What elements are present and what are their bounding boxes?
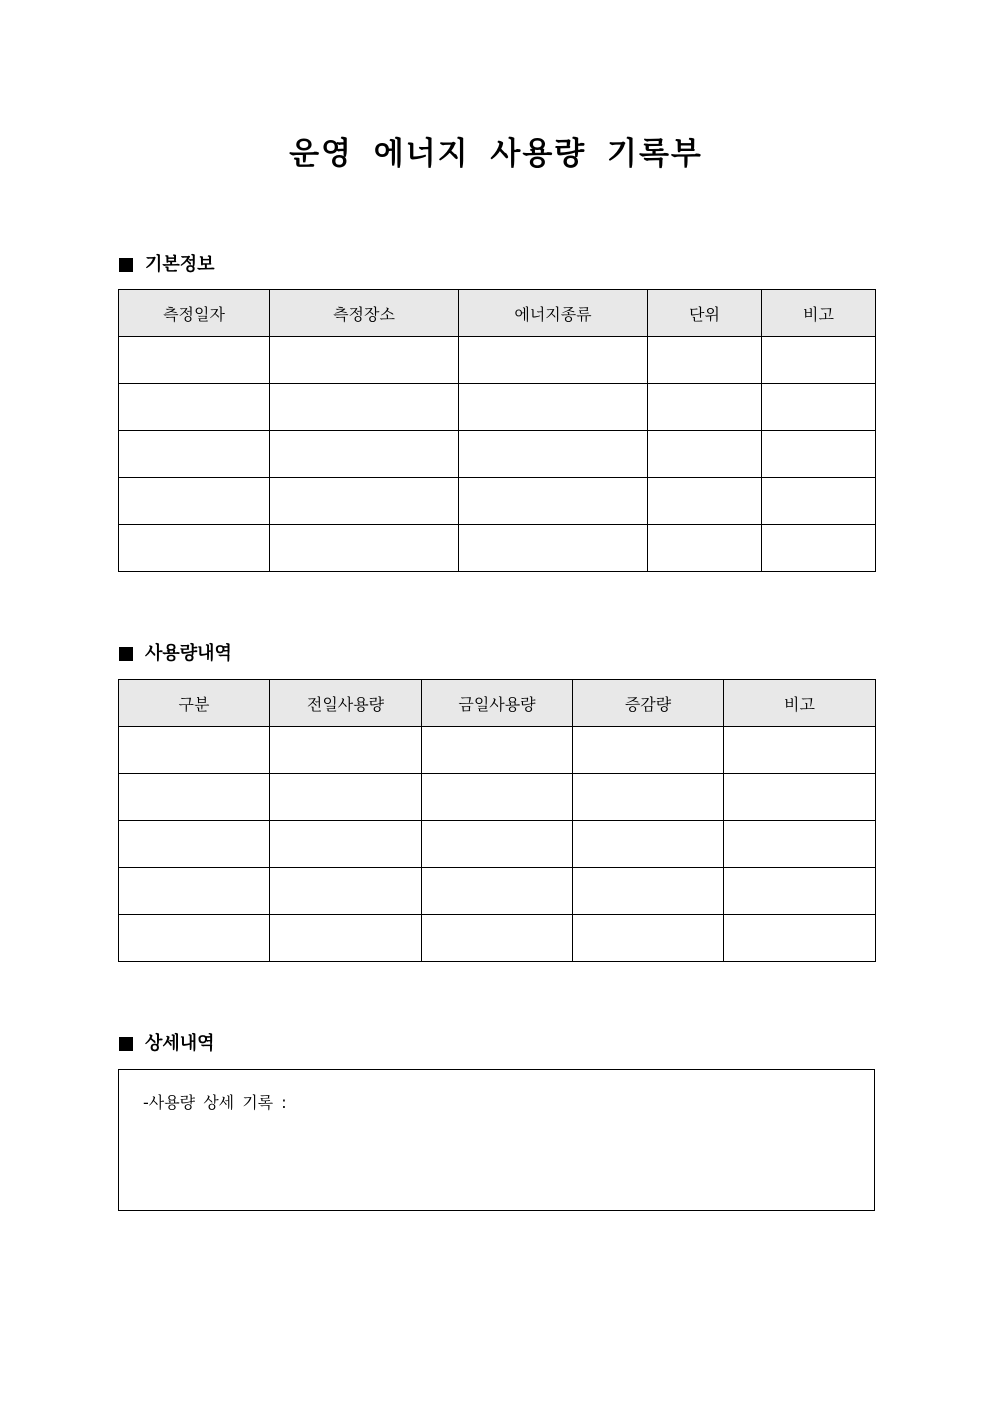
table-cell[interactable]: [762, 337, 876, 384]
table-cell[interactable]: [648, 525, 762, 572]
table-cell[interactable]: [119, 727, 270, 774]
column-header: 비고: [762, 290, 876, 337]
column-header: 전일사용량: [270, 680, 422, 727]
square-bullet-icon: [119, 647, 133, 661]
table-cell[interactable]: [270, 478, 459, 525]
section-heading-usage: [119, 642, 232, 666]
table-cell[interactable]: [459, 525, 648, 572]
table-cell[interactable]: [573, 915, 724, 962]
table-cell[interactable]: [422, 727, 573, 774]
table-row: [119, 337, 876, 384]
column-header: 금일사용량: [422, 680, 573, 727]
table-cell[interactable]: [573, 821, 724, 868]
table-header-row: [119, 290, 876, 337]
column-header: 구분: [119, 680, 270, 727]
table-cell[interactable]: [119, 868, 270, 915]
table-row: [119, 821, 876, 868]
table-cell[interactable]: [762, 431, 876, 478]
table-cell[interactable]: [762, 384, 876, 431]
table-cell[interactable]: [270, 431, 459, 478]
table-cell[interactable]: [648, 478, 762, 525]
table-cell[interactable]: [119, 525, 270, 572]
table-cell[interactable]: [648, 431, 762, 478]
table-row: [119, 525, 876, 572]
section-heading-basic: [119, 253, 215, 277]
table-cell[interactable]: [270, 727, 422, 774]
section-heading-usage-label: 사용량내역: [145, 643, 232, 664]
table-row: [119, 915, 876, 962]
detail-record-label: -사용량 상세 기록 :: [143, 1093, 287, 1112]
table-cell[interactable]: [648, 384, 762, 431]
usage-table: [118, 679, 876, 962]
table-cell[interactable]: [459, 337, 648, 384]
table-cell[interactable]: [724, 774, 876, 821]
table-cell[interactable]: [422, 821, 573, 868]
table-row: [119, 478, 876, 525]
table-cell[interactable]: [119, 915, 270, 962]
table-cell[interactable]: [422, 868, 573, 915]
table-row: [119, 384, 876, 431]
table-cell[interactable]: [724, 915, 876, 962]
square-bullet-icon: [119, 258, 133, 272]
table-cell[interactable]: [119, 478, 270, 525]
table-cell[interactable]: [573, 727, 724, 774]
column-header: 단위: [648, 290, 762, 337]
document-title: 운영 에너지 사용량 기록부: [289, 136, 703, 172]
table-cell[interactable]: [270, 384, 459, 431]
column-header: 측정장소: [270, 290, 459, 337]
section-heading-detail-label: 상세내역: [145, 1033, 215, 1054]
table-cell[interactable]: [573, 774, 724, 821]
table-cell[interactable]: [762, 478, 876, 525]
table-cell[interactable]: [270, 868, 422, 915]
section-heading-detail: [119, 1032, 215, 1056]
table-cell[interactable]: [648, 337, 762, 384]
table-cell[interactable]: [762, 525, 876, 572]
table-cell[interactable]: [270, 525, 459, 572]
table-cell[interactable]: [119, 337, 270, 384]
table-cell[interactable]: [119, 384, 270, 431]
column-header: 비고: [724, 680, 876, 727]
table-cell[interactable]: [724, 868, 876, 915]
table-row: [119, 774, 876, 821]
table-cell[interactable]: [270, 337, 459, 384]
table-cell[interactable]: [270, 821, 422, 868]
table-cell[interactable]: [422, 915, 573, 962]
table-row: [119, 431, 876, 478]
table-row: [119, 727, 876, 774]
table-cell[interactable]: [724, 727, 876, 774]
table-cell[interactable]: [459, 478, 648, 525]
table-cell[interactable]: [422, 774, 573, 821]
column-header: 측정일자: [119, 290, 270, 337]
table-cell[interactable]: [459, 384, 648, 431]
column-header: 에너지종류: [459, 290, 648, 337]
table-cell[interactable]: [270, 915, 422, 962]
table-header-row: [119, 680, 876, 727]
table-cell[interactable]: [270, 774, 422, 821]
table-cell[interactable]: [119, 774, 270, 821]
table-cell[interactable]: [119, 431, 270, 478]
table-cell[interactable]: [724, 821, 876, 868]
detail-box[interactable]: [118, 1069, 875, 1211]
basic-info-table: [118, 289, 876, 572]
square-bullet-icon: [119, 1037, 133, 1051]
table-row: [119, 868, 876, 915]
table-cell[interactable]: [459, 431, 648, 478]
column-header: 증감량: [573, 680, 724, 727]
table-cell[interactable]: [573, 868, 724, 915]
section-heading-basic-label: 기본정보: [145, 254, 215, 275]
table-cell[interactable]: [119, 821, 270, 868]
